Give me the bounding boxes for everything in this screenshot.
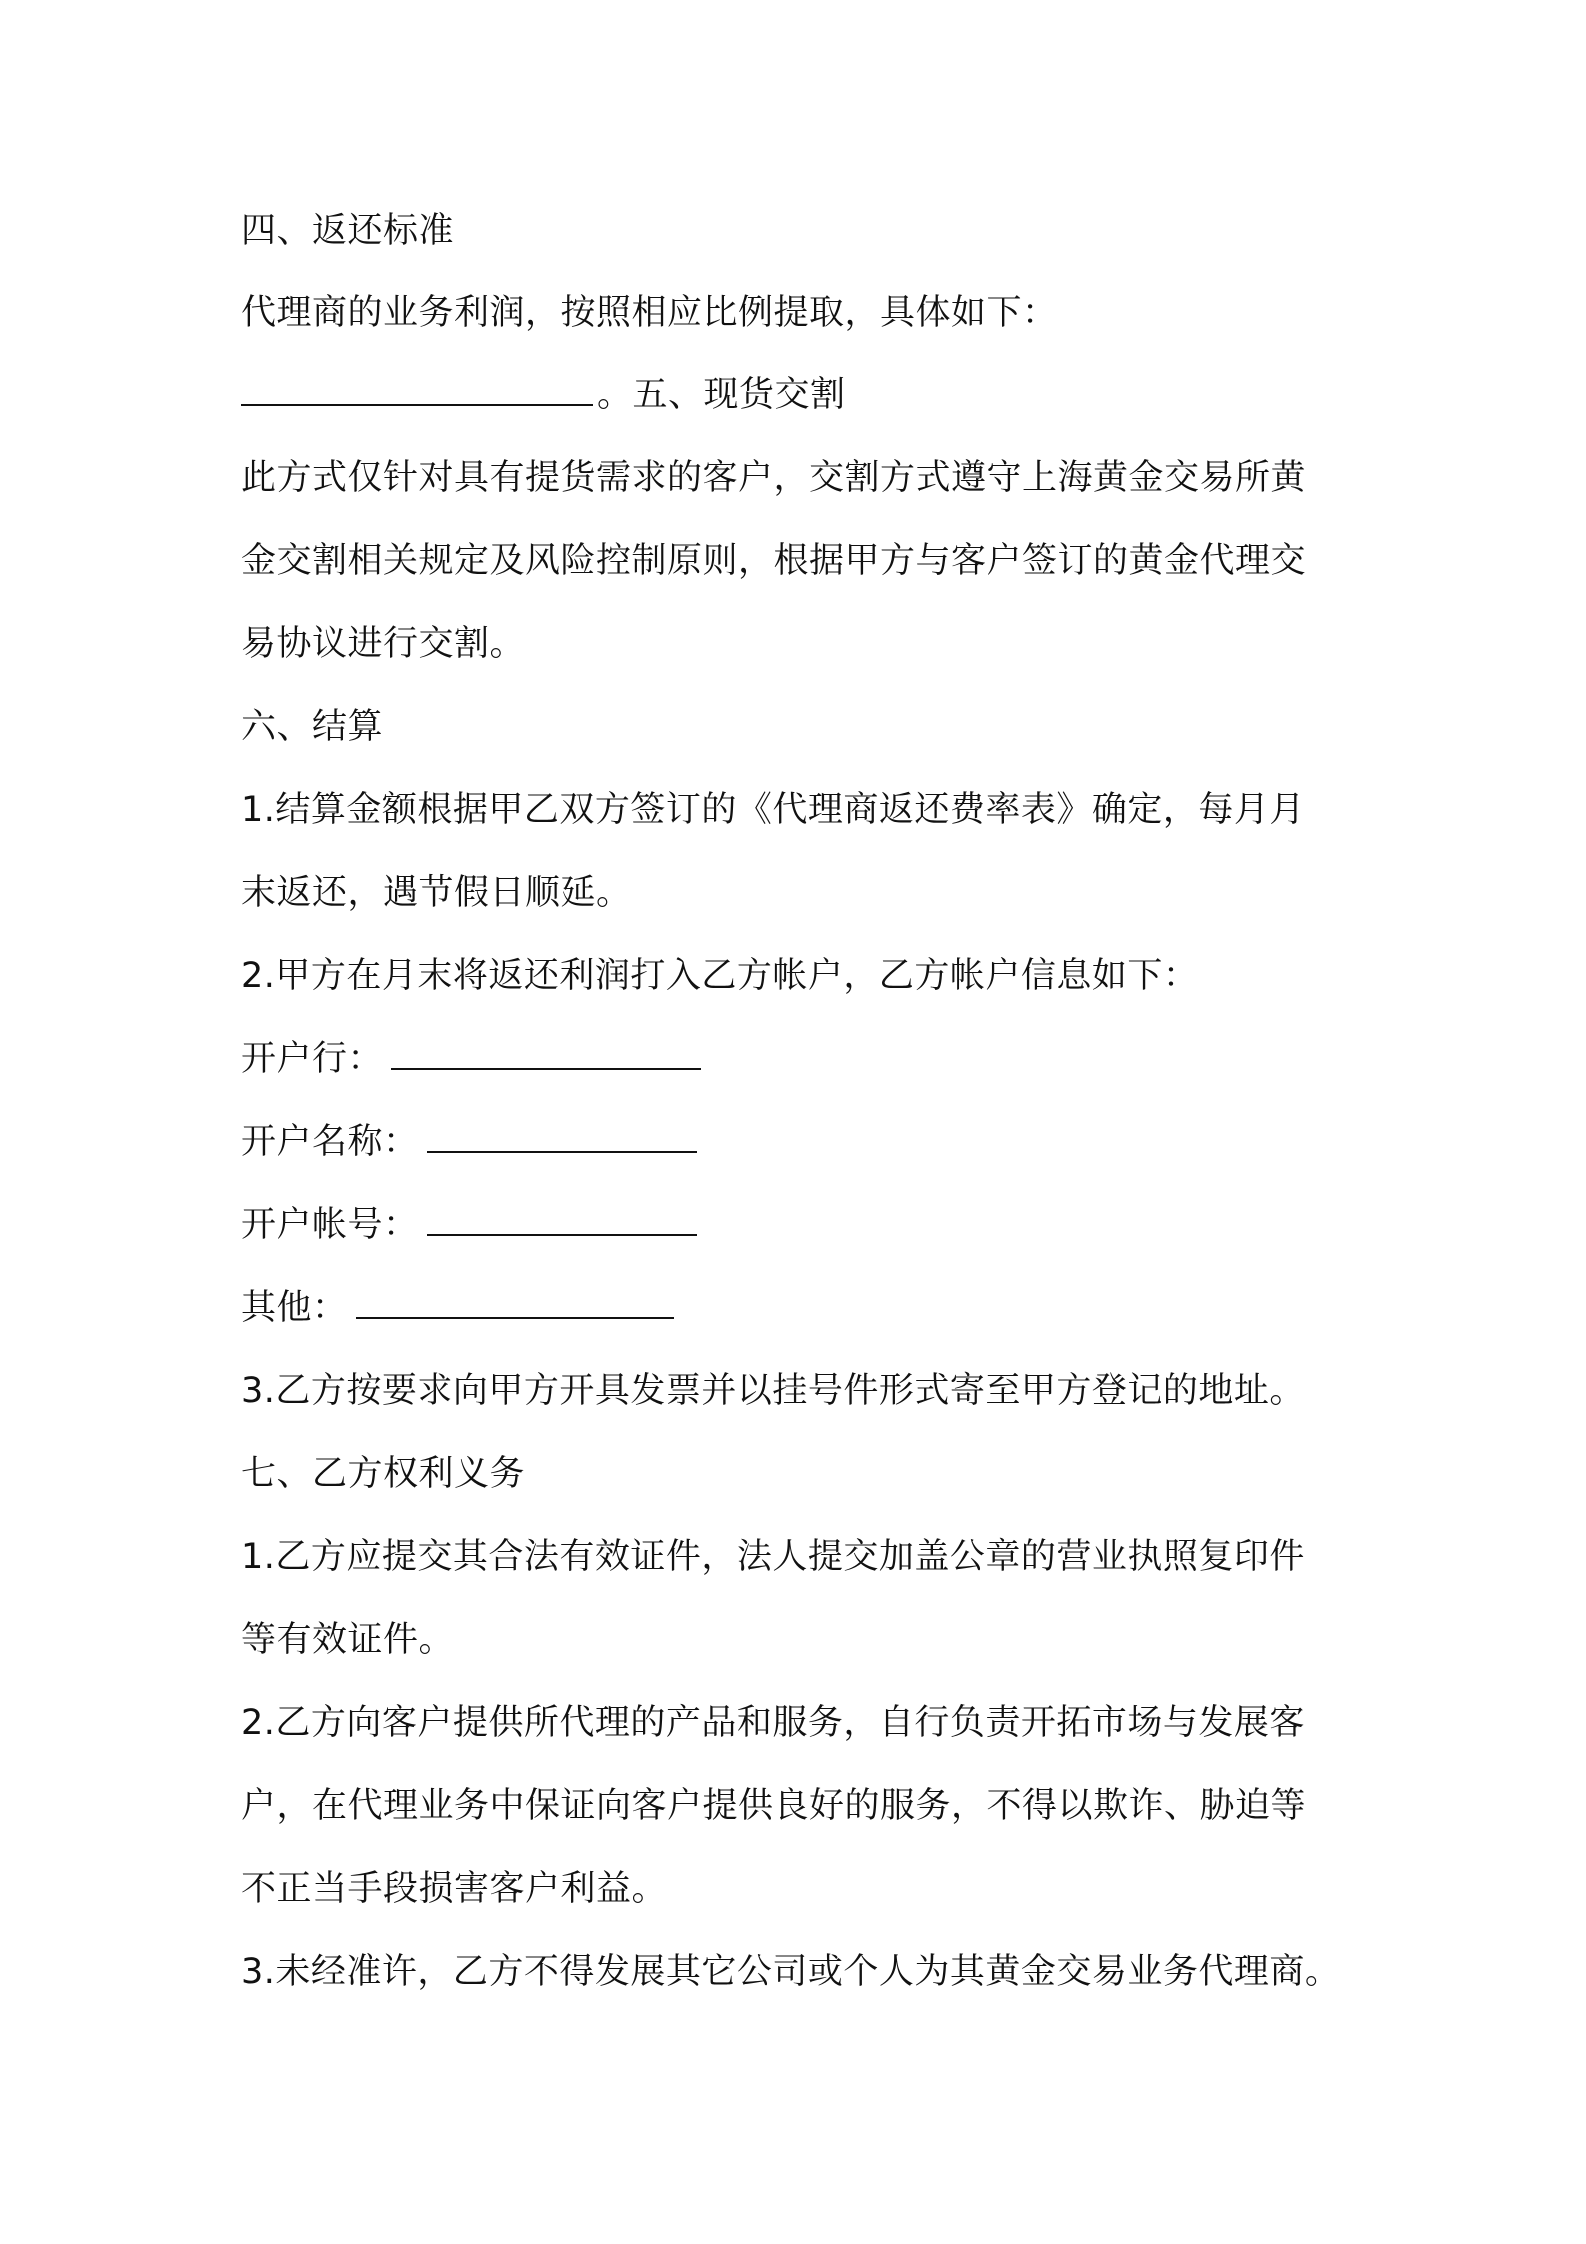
- section7-item2-line-2: 户，在代理业务中保证向客户提供良好的服务，不得以欺诈、胁迫等: [241, 1786, 1307, 1826]
- section4-heading: 四、返还标准: [241, 211, 455, 251]
- section7-item1-line-2: 等有效证件。: [241, 1620, 455, 1660]
- account-number-row: [241, 1200, 697, 1250]
- section7-item2-line-3: 不正当手段损害客户利益。: [241, 1869, 668, 1909]
- section5-heading: 。五、现货交割: [597, 375, 846, 415]
- account-name-blank[interactable]: [427, 1117, 697, 1153]
- section7-item1-line-1: 1.乙方应提交其合法有效证件，法人提交加盖公章的营业执照复印件: [241, 1537, 1305, 1577]
- bank-field-blank[interactable]: [391, 1034, 701, 1070]
- account-name-label: 开户名称：: [241, 1122, 419, 1162]
- bank-field-label: 开户行：: [241, 1039, 384, 1079]
- section6-item1-line-1: 1.结算金额根据甲乙双方签订的《代理商返还费率表》确定，每月月: [241, 790, 1305, 830]
- section6-item2: 2.甲方在月末将返还利润打入乙方帐户，乙方帐户信息如下：: [241, 956, 1199, 996]
- section7-heading: 七、乙方权利义务: [241, 1454, 526, 1494]
- section7-item2-line-1: 2.乙方向客户提供所代理的产品和服务，自行负责开拓市场与发展客: [241, 1703, 1305, 1743]
- account-number-blank[interactable]: [427, 1200, 697, 1236]
- section6-heading: 六、结算: [241, 707, 384, 747]
- section5-line-2: 金交割相关规定及风险控制原则，根据甲方与客户签订的黄金代理交: [241, 541, 1307, 581]
- other-field-blank[interactable]: [356, 1283, 674, 1319]
- other-field-row: [241, 1283, 674, 1333]
- profit-ratio-blank[interactable]: [241, 370, 593, 406]
- section4-intro: 代理商的业务利润，按照相应比例提取，具体如下：: [241, 293, 1058, 333]
- account-number-label: 开户帐号：: [241, 1205, 419, 1245]
- section6-item1-line-2: 末返还，遇节假日顺延。: [241, 873, 632, 913]
- section5-line-3: 易协议进行交割。: [241, 624, 526, 664]
- section7-item3: 3.未经准许，乙方不得发展其它公司或个人为其黄金交易业务代理商。: [241, 1952, 1341, 1992]
- account-name-row: [241, 1117, 697, 1167]
- bank-field-row: [241, 1034, 701, 1084]
- section4-blank-line: [241, 370, 846, 420]
- section5-line-1: 此方式仅针对具有提货需求的客户，交割方式遵守上海黄金交易所黄: [241, 458, 1307, 498]
- other-field-label: 其他：: [241, 1288, 348, 1328]
- section6-item3: 3.乙方按要求向甲方开具发票并以挂号件形式寄至甲方登记的地址。: [241, 1371, 1305, 1411]
